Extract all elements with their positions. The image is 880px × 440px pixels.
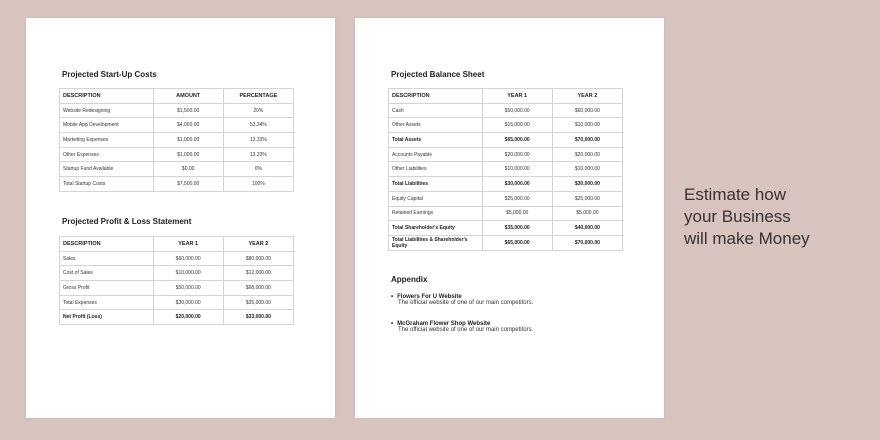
tagline-line: Estimate how — [684, 185, 787, 204]
table-row — [389, 191, 623, 206]
table-row — [60, 118, 294, 133]
tagline-line: your Business — [684, 207, 791, 226]
tagline-line: will make Money — [684, 229, 810, 248]
table-cell: 100% — [223, 177, 293, 192]
table-cell: $20,000.00 — [153, 310, 223, 325]
table-cell: $50,000.00 — [153, 281, 223, 296]
table-cell: Total Liabilities — [389, 177, 483, 192]
startup-costs-table — [59, 88, 294, 192]
table-cell: $7,500.00 — [153, 177, 223, 192]
document-page-2 — [355, 18, 664, 418]
column-header: YEAR 1 — [482, 89, 552, 104]
appendix-title: Appendix — [391, 275, 428, 284]
table-row — [389, 177, 623, 192]
table-cell: $35,000.00 — [482, 221, 552, 236]
tagline — [684, 184, 810, 250]
balance-sheet-title: Projected Balance Sheet — [391, 70, 485, 79]
column-header: YEAR 1 — [153, 237, 223, 252]
table-cell: $65,000.00 — [482, 133, 552, 148]
table-cell: Equity Capital — [389, 191, 483, 206]
table-cell: $30,000.00 — [482, 177, 552, 192]
table-row — [389, 221, 623, 236]
table-row — [389, 118, 623, 133]
table-cell: Total Startup Costs — [60, 177, 154, 192]
profit-loss-table — [59, 236, 294, 325]
table-cell: $20,000.00 — [482, 147, 552, 162]
table-cell: $1,000.00 — [153, 147, 223, 162]
table-cell: $40,000.00 — [552, 221, 622, 236]
table-cell: $1,500.00 — [153, 103, 223, 118]
column-header: PERCENTAGE — [223, 89, 293, 104]
table-cell: $35,000.00 — [223, 295, 293, 310]
table-cell: Other Expenses — [60, 147, 154, 162]
table-cell: $70,000.00 — [552, 133, 622, 148]
table-cell: Net Profit (Loss) — [60, 310, 154, 325]
column-header: YEAR 2 — [223, 237, 293, 252]
table-cell: Retained Earnings — [389, 206, 483, 221]
table-cell: $60,000.00 — [153, 251, 223, 266]
table-cell: $0.00 — [153, 162, 223, 177]
appendix-item-name: • Flowers For U Website — [391, 294, 533, 300]
table-cell: 13.33% — [223, 133, 293, 148]
appendix-item-desc: The official website of one of our main competitors. — [398, 300, 534, 306]
table-cell: $1,000.00 — [153, 133, 223, 148]
table-cell: $80,000.00 — [223, 251, 293, 266]
table-row — [60, 103, 294, 118]
table-cell: Total Assets — [389, 133, 483, 148]
table-cell: $70,000.00 — [552, 235, 622, 250]
column-header: DESCRIPTION — [389, 89, 483, 104]
table-cell: $30,000.00 — [153, 295, 223, 310]
table-cell: $5,000.00 — [552, 206, 622, 221]
table-header-row — [60, 89, 294, 104]
table-cell: $20,000.00 — [552, 147, 622, 162]
table-row — [60, 177, 294, 192]
table-cell: Cost of Sales — [60, 266, 154, 281]
profit-loss-title: Projected Profit & Loss Statement — [62, 217, 192, 226]
table-row — [60, 251, 294, 266]
table-cell: 13.33% — [223, 147, 293, 162]
table-cell: $65,000.00 — [482, 235, 552, 250]
table-cell: Total Liabilities & Shareholder's Equity — [389, 235, 483, 250]
appendix-item-name: • McGraham Flower Shop Website — [391, 321, 533, 327]
table-cell: Total Expenses — [60, 295, 154, 310]
table-row — [389, 235, 623, 250]
table-cell: $5,000.00 — [482, 206, 552, 221]
table-cell: $4,000.00 — [153, 118, 223, 133]
table-row — [389, 133, 623, 148]
table-cell: 0% — [223, 162, 293, 177]
table-cell: Startup Fund Available — [60, 162, 154, 177]
table-header-row — [60, 237, 294, 252]
table-cell: 20% — [223, 103, 293, 118]
table-cell: $15,000.00 — [482, 118, 552, 133]
table-row — [60, 295, 294, 310]
table-cell: $50,000.00 — [482, 103, 552, 118]
table-cell: Other Liabilities — [389, 162, 483, 177]
table-cell: Website Redesigning — [60, 103, 154, 118]
table-cell: $33,000.00 — [223, 310, 293, 325]
table-cell: $10,000.00 — [482, 162, 552, 177]
table-cell: 53.34% — [223, 118, 293, 133]
table-cell: $12,000.00 — [223, 266, 293, 281]
table-row — [60, 147, 294, 162]
table-row — [60, 133, 294, 148]
table-cell: $10,000.00 — [552, 118, 622, 133]
column-header: YEAR 2 — [552, 89, 622, 104]
table-cell: Sales — [60, 251, 154, 266]
table-cell: $10,000.00 — [552, 162, 622, 177]
table-cell: Cash — [389, 103, 483, 118]
table-row — [389, 147, 623, 162]
table-row — [389, 103, 623, 118]
column-header: AMOUNT — [153, 89, 223, 104]
appendix-item — [391, 321, 533, 333]
column-header: DESCRIPTION — [60, 89, 154, 104]
table-cell: $68,000.00 — [223, 281, 293, 296]
table-cell: Marketing Expenses — [60, 133, 154, 148]
table-row — [60, 266, 294, 281]
table-cell: Gross Profit — [60, 281, 154, 296]
table-cell: $30,000.00 — [552, 177, 622, 192]
appendix-item — [391, 294, 533, 306]
table-cell: $25,000.00 — [552, 191, 622, 206]
startup-costs-title: Projected Start-Up Costs — [62, 70, 157, 79]
table-header-row — [389, 89, 623, 104]
table-cell: Accounts Payable — [389, 147, 483, 162]
table-row — [60, 310, 294, 325]
table-cell: Total Shareholder's Equity — [389, 221, 483, 236]
column-header: DESCRIPTION — [60, 237, 154, 252]
table-cell: Other Assets — [389, 118, 483, 133]
table-row — [60, 281, 294, 296]
table-cell: $60,000.00 — [552, 103, 622, 118]
document-page-1 — [26, 18, 335, 418]
table-cell: $10,000.00 — [153, 266, 223, 281]
table-row — [389, 206, 623, 221]
table-cell: $25,000.00 — [482, 191, 552, 206]
table-cell: Mobile App Development — [60, 118, 154, 133]
table-row — [389, 162, 623, 177]
table-row — [60, 162, 294, 177]
appendix-item-desc: The official website of one of our main competitors. — [398, 327, 534, 333]
balance-sheet-table — [388, 88, 623, 251]
